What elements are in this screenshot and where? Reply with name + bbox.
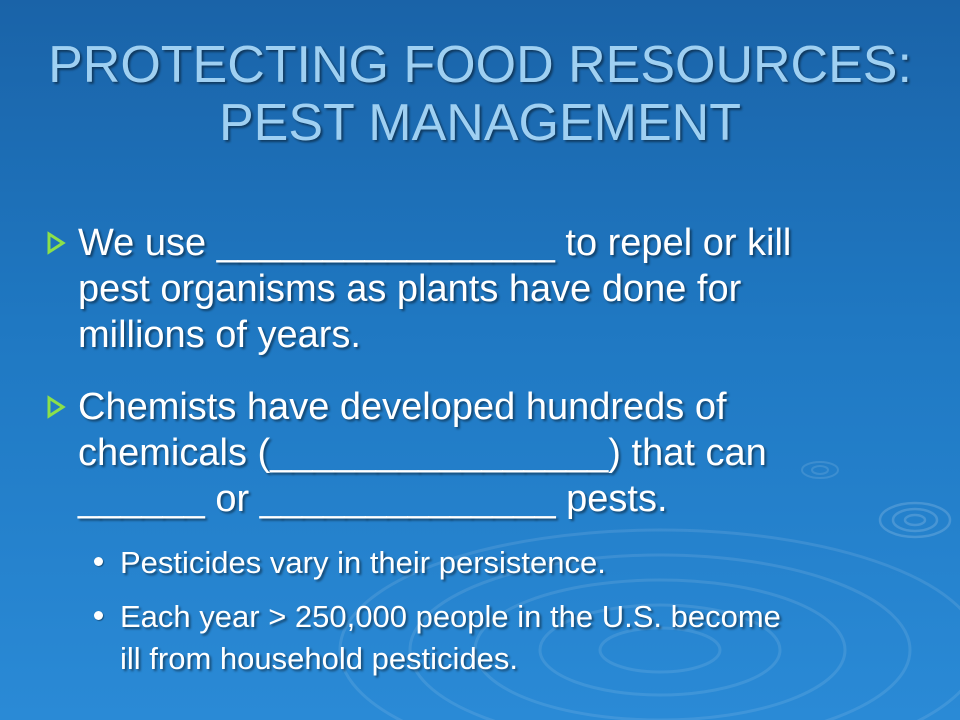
dot-bullet-icon (94, 611, 103, 620)
bullet-line: ______ or ______________ pests. (78, 478, 668, 520)
sub-bullet-line: Pesticides vary in their persistence. (120, 545, 606, 580)
bullet-item (78, 220, 908, 358)
bullet-line: pest organisms as plants have done for (78, 268, 742, 310)
bullet-line: chemicals (________________) that can (78, 432, 767, 474)
sub-bullet-item (120, 596, 930, 680)
bullet-item (78, 384, 908, 522)
slide-title (20, 36, 940, 152)
slide-title-line: PROTECTING FOOD RESOURCES: (48, 36, 912, 94)
arrow-bullet-icon (46, 395, 66, 419)
bullet-line: Chemists have developed hundreds of (78, 386, 727, 428)
bullet-line: We use ________________ to repel or kill (78, 222, 792, 264)
bullet-line: millions of years. (78, 314, 361, 356)
slide-title-line: PEST MANAGEMENT (218, 94, 741, 152)
sub-bullet-item (120, 542, 930, 584)
arrow-bullet-icon (46, 231, 66, 255)
sub-bullet-line: ill from household pesticides. (120, 641, 519, 676)
dot-bullet-icon (94, 557, 103, 566)
sub-bullet-line: Each year > 250,000 people in the U.S. become (120, 599, 781, 634)
